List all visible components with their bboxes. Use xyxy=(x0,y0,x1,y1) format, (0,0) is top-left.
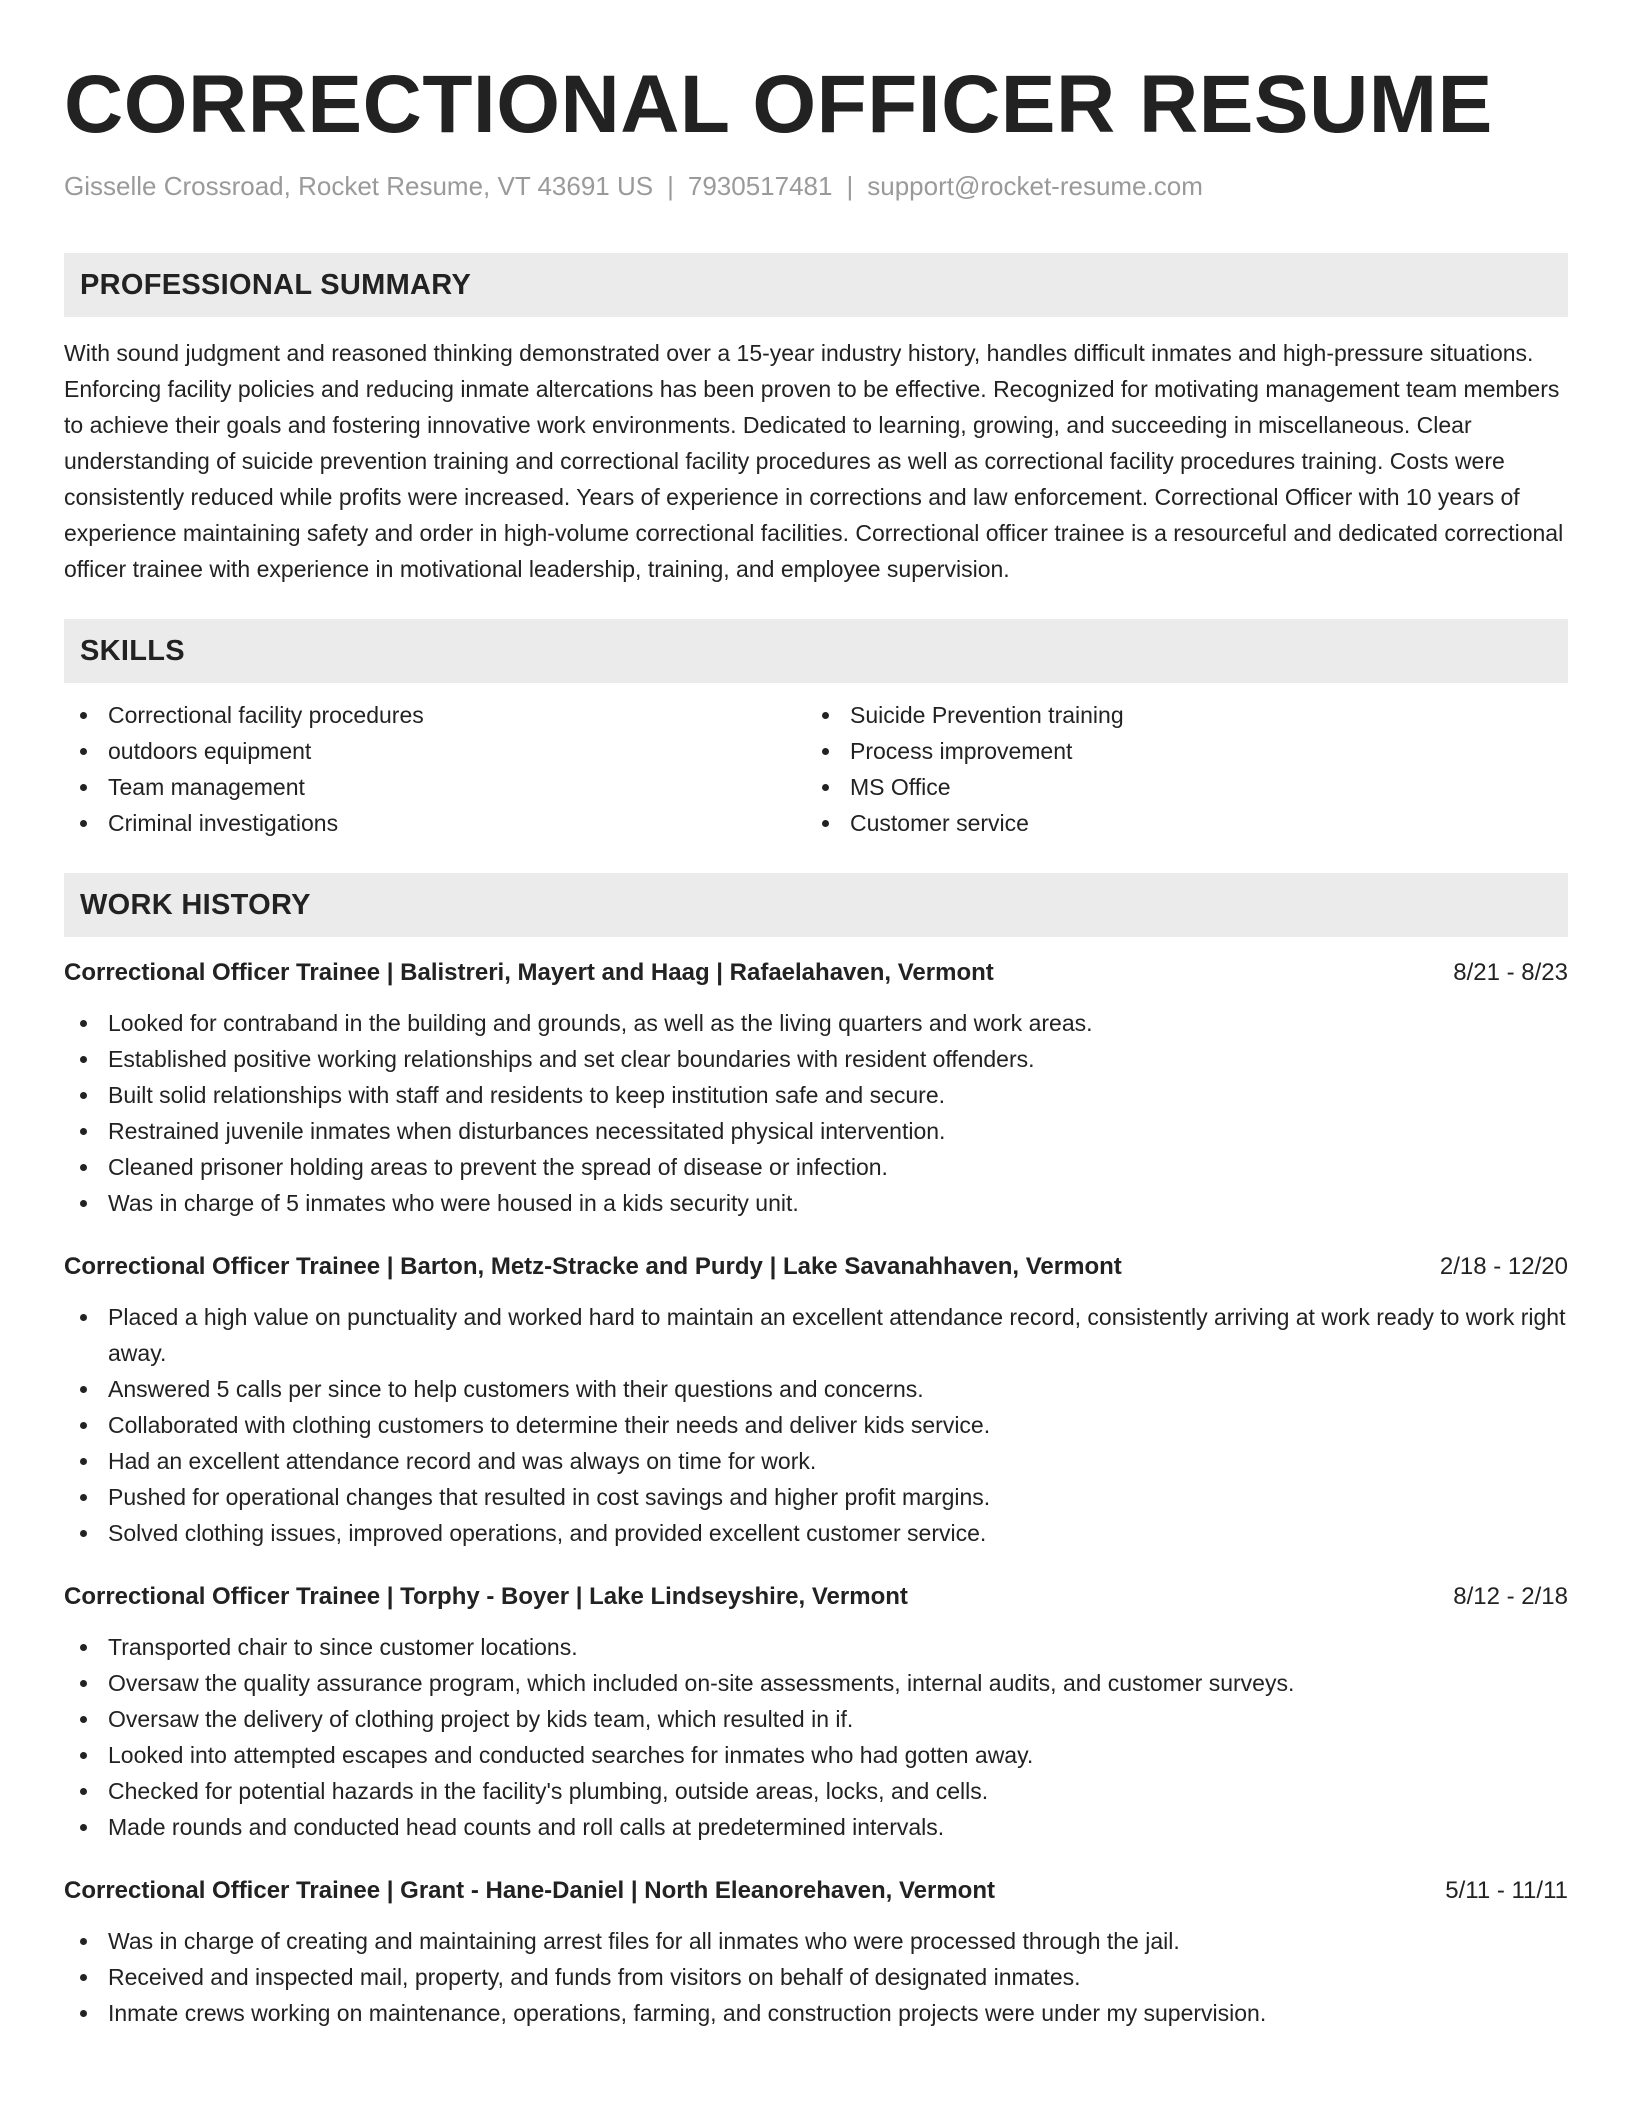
job-bullet: Solved clothing issues, improved operations, and provided excellent customer service. xyxy=(64,1515,1568,1551)
skills-column-left xyxy=(64,697,806,841)
contact-email: support@rocket-resume.com xyxy=(867,171,1203,201)
job-entry xyxy=(64,1873,1568,2031)
job-title: Correctional Officer Trainee | Torphy - Boyer | Lake Lindseyshire, Vermont xyxy=(64,1583,908,1610)
skills-column-right xyxy=(806,697,1548,841)
job-bullet: Oversaw the delivery of clothing project by kids team, which resulted in if. xyxy=(64,1701,1568,1737)
skills-heading: SKILLS xyxy=(64,619,1568,683)
job-entry xyxy=(64,1249,1568,1551)
job-title: Correctional Officer Trainee | Grant - Hane-Daniel | North Eleanorehaven, Vermont xyxy=(64,1877,995,1904)
job-dates: 2/18 - 12/20 xyxy=(1439,1253,1568,1280)
job-header xyxy=(64,1579,1568,1615)
job-entry xyxy=(64,1579,1568,1845)
work-history-heading: WORK HISTORY xyxy=(64,873,1568,937)
resume-page xyxy=(64,0,1568,2031)
job-entry xyxy=(64,955,1568,1221)
job-dates: 5/11 - 11/11 xyxy=(1445,1877,1568,1904)
job-dates: 8/21 - 8/23 xyxy=(1453,959,1568,986)
skill-item: Process improvement xyxy=(806,733,1548,769)
skill-item: Team management xyxy=(64,769,806,805)
job-bullet: Cleaned prisoner holding areas to prevent the spread of disease or infection. xyxy=(64,1149,1568,1185)
job-bullet: Was in charge of creating and maintaining arrest files for all inmates who were processed through the jail. xyxy=(64,1923,1568,1959)
contact-separator: | xyxy=(667,171,674,201)
job-bullet: Was in charge of 5 inmates who were housed in a kids security unit. xyxy=(64,1185,1568,1221)
skills-grid xyxy=(64,697,1568,841)
job-bullet: Restrained juvenile inmates when disturbances necessitated physical intervention. xyxy=(64,1113,1568,1149)
job-bullet: Built solid relationships with staff and residents to keep institution safe and secure. xyxy=(64,1077,1568,1113)
contact-address: Gisselle Crossroad, Rocket Resume, VT 43691 US xyxy=(64,171,654,201)
job-title: Correctional Officer Trainee | Balistreri, Mayert and Haag | Rafaelahaven, Vermont xyxy=(64,959,994,986)
job-bullet: Placed a high value on punctuality and worked hard to maintain an excellent attendance record, consistently arriving at work ready to work right away. xyxy=(64,1299,1568,1371)
job-bullet-list xyxy=(64,1005,1568,1221)
job-dates: 8/12 - 2/18 xyxy=(1453,1583,1568,1610)
job-bullet: Looked into attempted escapes and conducted searches for inmates who had gotten away. xyxy=(64,1737,1568,1773)
job-bullet: Pushed for operational changes that resulted in cost savings and higher profit margins. xyxy=(64,1479,1568,1515)
summary-text: With sound judgment and reasoned thinking demonstrated over a 15-year industry history, handles difficult inmates and high-pressure situations. Enforcing facility policies and reducing inmate altercations has been proven to be effective. Recognized for motivating management team members to achieve their goals and fostering innovative work environments. Dedicated to learning, growing, and succeeding in miscellaneous. Clear understanding of suicide prevention training and correctional facility procedures as well as correctional facility procedures training. Costs were consistently reduced while profits were increased. Years of experience in corrections and law enforcement. Correctional Officer with 10 years of experience maintaining safety and order in high-volume correctional facilities. Correctional officer trainee is a resourceful and dedicated correctional officer trainee with experience in motivational leadership, training, and employee supervision. xyxy=(64,340,1564,582)
job-header xyxy=(64,955,1568,991)
job-bullet: Collaborated with clothing customers to determine their needs and deliver kids service. xyxy=(64,1407,1568,1443)
skill-item: MS Office xyxy=(806,769,1548,805)
resume-title: CORRECTIONAL OFFICER RESUME xyxy=(64,59,1493,150)
job-header xyxy=(64,1873,1568,1909)
job-bullet: Had an excellent attendance record and was always on time for work. xyxy=(64,1443,1568,1479)
contact-phone: 7930517481 xyxy=(687,171,833,201)
job-header xyxy=(64,1249,1568,1285)
job-bullet: Transported chair to since customer locations. xyxy=(64,1629,1568,1665)
job-bullet: Looked for contraband in the building and grounds, as well as the living quarters and work areas. xyxy=(64,1005,1568,1041)
job-bullet: Checked for potential hazards in the facility's plumbing, outside areas, locks, and cells. xyxy=(64,1773,1568,1809)
job-bullet: Established positive working relationships and set clear boundaries with resident offenders. xyxy=(64,1041,1568,1077)
job-bullet-list xyxy=(64,1299,1568,1551)
job-bullet: Oversaw the quality assurance program, which included on-site assessments, internal audits, and customer surveys. xyxy=(64,1665,1568,1701)
contact-separator: | xyxy=(846,171,854,201)
skill-item: Suicide Prevention training xyxy=(806,697,1548,733)
job-title: Correctional Officer Trainee | Barton, Metz-Stracke and Purdy | Lake Savanahhaven, Vermont xyxy=(64,1253,1122,1280)
job-bullet: Received and inspected mail, property, and funds from visitors on behalf of designated inmates. xyxy=(64,1959,1568,1995)
skill-item: outdoors equipment xyxy=(64,733,806,769)
job-bullet: Answered 5 calls per since to help customers with their questions and concerns. xyxy=(64,1371,1568,1407)
skill-item: Criminal investigations xyxy=(64,805,806,841)
job-bullet-list xyxy=(64,1923,1568,2031)
contact-line xyxy=(64,169,1568,203)
job-bullet: Made rounds and conducted head counts and roll calls at predetermined intervals. xyxy=(64,1809,1568,1845)
job-bullet: Inmate crews working on maintenance, operations, farming, and construction projects were under my supervision. xyxy=(64,1995,1568,2031)
summary-heading: PROFESSIONAL SUMMARY xyxy=(64,253,1568,317)
skill-item: Correctional facility procedures xyxy=(64,697,806,733)
job-bullet-list xyxy=(64,1629,1568,1845)
skill-item: Customer service xyxy=(806,805,1548,841)
